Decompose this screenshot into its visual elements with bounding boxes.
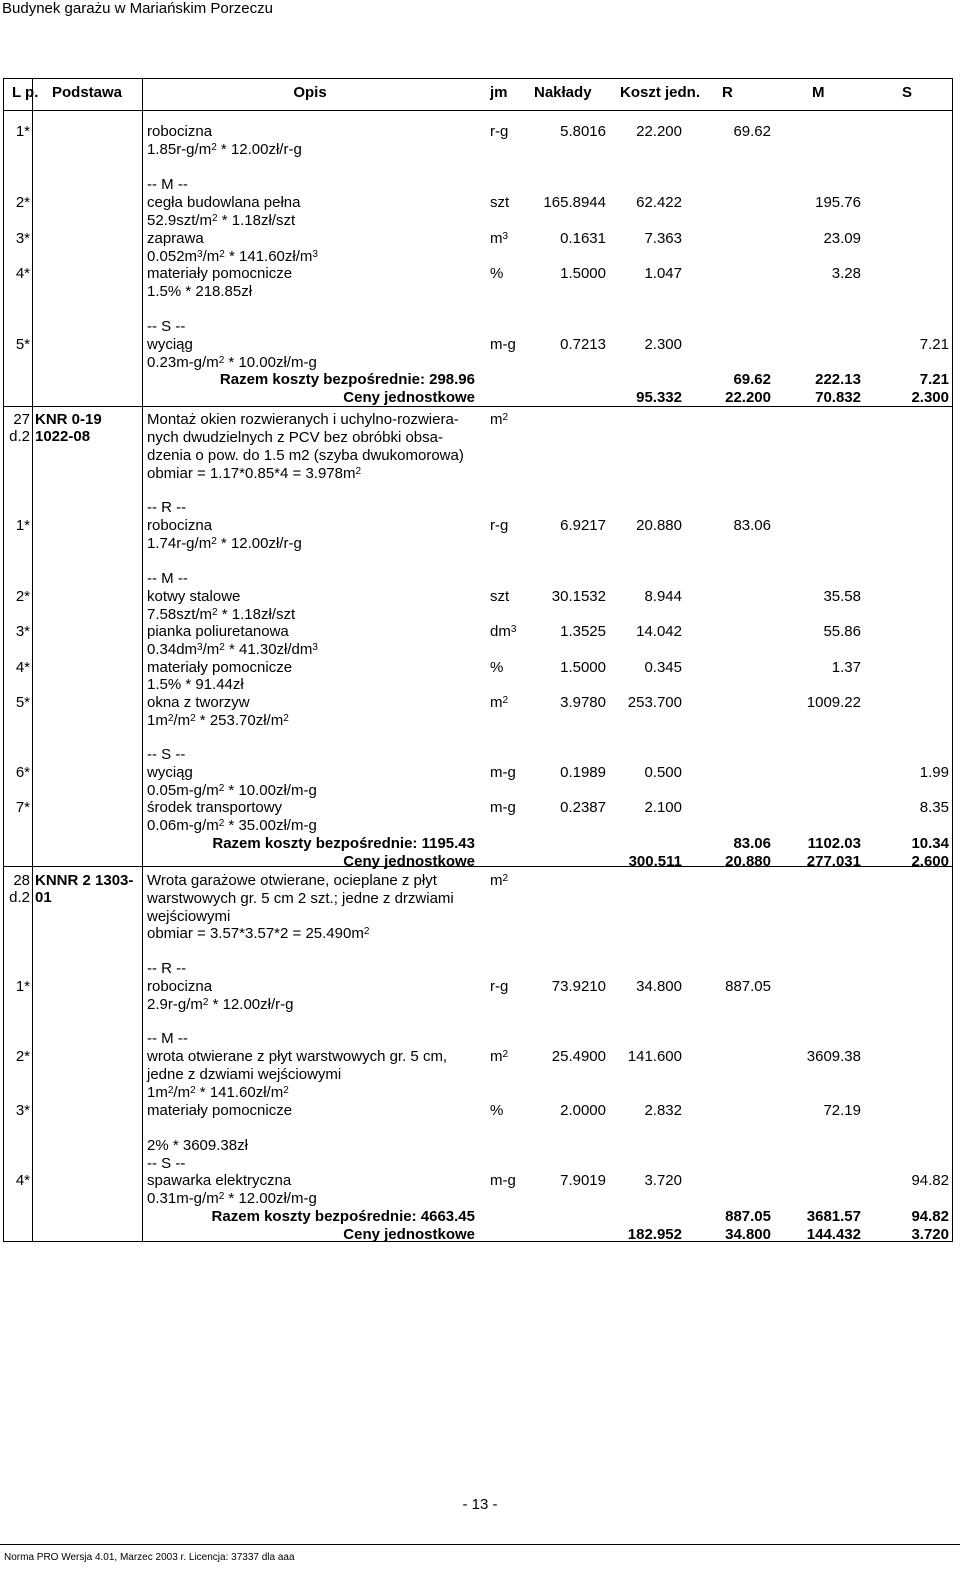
row-jm: szt	[490, 194, 510, 211]
table-header-naklady: Nakłady	[534, 84, 592, 101]
row-koszt-jedn: 2.832	[644, 1102, 682, 1119]
row-koszt-jedn: 0.345	[644, 659, 682, 676]
row-m: 55.86	[823, 623, 861, 640]
row-opis: Montaż okien rozwieranych i uchylno-rozwiera-	[147, 411, 459, 428]
row-m: 23.09	[823, 230, 861, 247]
row-naklady: 0.2387	[560, 799, 606, 816]
row-opis: 1.5% * 91.44zł	[147, 676, 244, 693]
row-r: 34.800	[725, 1226, 771, 1243]
row-koszt-jedn: 20.880	[636, 517, 682, 534]
row-s: 10.34	[911, 835, 949, 852]
row-lp: 7*	[15, 799, 30, 816]
summary-label: Ceny jednostkowe	[343, 1226, 475, 1243]
row-m: 1102.03	[807, 835, 861, 852]
row-opis: cegła budowlana pełna	[147, 194, 301, 211]
row-r: 22.200	[725, 389, 771, 406]
row-opis: nych dwudzielnych z PCV bez obróbki obsa-	[147, 429, 443, 446]
row-opis: obmiar = $1.17*0.85*4 = 3.978m^2$	[147, 465, 362, 482]
table-header-jm: jm	[490, 84, 508, 101]
row-r: 83.06	[733, 835, 771, 852]
row-s: 3.720	[911, 1226, 949, 1243]
row-opis: dzenia o pow. do 1.5 m2 (szyba dwukomorowa)	[147, 447, 464, 464]
row-naklady: 7.9019	[560, 1172, 606, 1189]
row-m: 1009.22	[806, 694, 861, 711]
row-opis: warstwowych gr. 5 cm 2 szt.; jedne z drzwiami	[147, 890, 454, 907]
row-opis: $0.23m-g/m^2$ * 10.00zł/m-g	[147, 354, 317, 371]
row-koszt-jedn: 141.600	[627, 1048, 682, 1065]
row-opis: $0.05m-g/m^2$ * 10.00zł/m-g	[147, 782, 317, 799]
row-lp: 4*	[15, 265, 30, 282]
row-podstawa: KNR 0-19 1022-08	[35, 411, 102, 445]
row-lp: 1*	[15, 517, 30, 534]
section-label: -- M --	[147, 176, 188, 193]
row-m: 144.432	[806, 1226, 861, 1243]
row-m: 3.28	[831, 265, 861, 282]
row-jm: m-g	[490, 1172, 516, 1189]
row-koszt-jedn: 8.944	[644, 588, 682, 605]
row-s: 94.82	[911, 1172, 949, 1189]
row-lp: 6*	[15, 764, 30, 781]
row-koszt-jedn: 7.363	[644, 230, 682, 247]
row-s: 8.35	[919, 799, 949, 816]
row-lp: 27 d.2	[9, 411, 30, 445]
row-opis: $0.06m-g/m^2$ * 35.00zł/m-g	[147, 817, 317, 834]
table-header-lp: L p.	[12, 84, 39, 101]
row-lp: 2*	[15, 194, 30, 211]
row-opis: $1.74r-g/m^2$ * 12.00zł/r-g	[147, 535, 302, 552]
row-opis: robocizna	[147, 978, 213, 995]
row-naklady: 1.3525	[560, 623, 606, 640]
table-header-opis: Opis	[293, 84, 327, 101]
row-m: 3681.57	[806, 1208, 861, 1225]
row-koszt-jedn: 2.100	[644, 799, 682, 816]
row-lp: 3*	[15, 623, 30, 640]
summary-label: Razem koszty bezpośrednie: 4663.45	[211, 1208, 475, 1225]
row-opis: robocizna	[147, 123, 213, 140]
table-col-divider	[142, 78, 143, 1242]
row-lp: 5*	[15, 694, 30, 711]
section-label: -- R --	[147, 499, 187, 516]
row-koszt-jedn: 1.047	[644, 265, 682, 282]
row-opis: 1.5% * 218.85zł	[147, 283, 253, 300]
row-jm: m-g	[490, 764, 516, 781]
row-s: 7.21	[919, 371, 949, 388]
row-jm: $m^3$	[490, 230, 509, 247]
table-col-divider	[32, 78, 33, 1242]
row-s: 94.82	[911, 1208, 949, 1225]
row-r: 69.62	[733, 123, 771, 140]
footer-license: Norma PRO Wersja 4.01, Marzec 2003 r. Licencja: 37337 dla aaa	[4, 1552, 295, 1563]
row-opis: $1m^2/m^2$ * $141.60zł/m^2$	[147, 1084, 289, 1101]
row-koszt-jedn: 182.952	[627, 1226, 682, 1243]
row-lp: 2*	[15, 588, 30, 605]
summary-label: Razem koszty bezpośrednie: 298.96	[219, 371, 475, 388]
row-lp: 1*	[15, 123, 30, 140]
row-koszt-jedn: 2.300	[644, 336, 682, 353]
row-r: 887.05	[725, 1208, 771, 1225]
row-jm: szt	[490, 588, 510, 605]
row-m: 35.58	[823, 588, 861, 605]
row-m: 70.832	[815, 389, 861, 406]
row-opis: wrota otwierane z płyt warstwowych gr. 5 cm,	[147, 1048, 448, 1065]
row-podstawa: KNNR 2 1303- 01	[35, 872, 134, 906]
row-m: 1.37	[831, 659, 861, 676]
row-opis: jedne z dzwiami wejściowymi	[147, 1066, 342, 1083]
header-title: Budynek garażu w Mariańskim Porzeczu	[2, 0, 273, 17]
section-label: -- S --	[147, 1155, 186, 1172]
row-naklady: 2.0000	[560, 1102, 606, 1119]
row-koszt-jedn: 3.720	[644, 1172, 682, 1189]
row-koszt-jedn: 34.800	[636, 978, 682, 995]
table-header-koszt: Koszt jedn.	[620, 84, 701, 101]
row-jm: $m^2$	[490, 411, 509, 428]
row-jm: r-g	[490, 123, 509, 140]
row-lp: 3*	[15, 1102, 30, 1119]
page-number: - 13 -	[462, 1496, 498, 1513]
row-opis: kotwy stalowe	[147, 588, 241, 605]
footer-divider	[0, 1544, 960, 1545]
row-jm: r-g	[490, 517, 509, 534]
section-label: -- M --	[147, 570, 188, 587]
row-opis: 2% * 3609.38zł	[147, 1137, 248, 1154]
row-r: 887.05	[725, 978, 771, 995]
row-naklady: 30.1532	[551, 588, 606, 605]
row-koszt-jedn: 0.500	[644, 764, 682, 781]
row-opis: środek transportowy	[147, 799, 283, 816]
row-opis: obmiar = $3.57*3.57*2 = 25.490m^2$	[147, 925, 370, 942]
row-jm: %	[490, 265, 504, 282]
section-label: -- M --	[147, 1030, 188, 1047]
row-r: 83.06	[733, 517, 771, 534]
row-koszt-jedn: 300.511	[628, 853, 682, 870]
row-m: 222.13	[815, 371, 861, 388]
row-naklady: 0.1631	[560, 230, 606, 247]
row-jm: %	[490, 1102, 504, 1119]
row-opis: $0.34dm^3/m^2$ * $41.30zł/dm^3$	[147, 641, 318, 658]
summary-label: Ceny jednostkowe	[343, 853, 475, 870]
row-opis: zaprawa	[147, 230, 204, 247]
row-opis: Wrota garażowe otwierane, ocieplane z płyt	[147, 872, 437, 889]
row-opis: $1.85r-g/m^2$ * 12.00zł/r-g	[147, 141, 302, 158]
row-naklady: 25.4900	[551, 1048, 606, 1065]
row-opis: spawarka elektryczna	[147, 1172, 292, 1189]
row-opis: wyciąg	[147, 764, 193, 781]
row-koszt-jedn: 14.042	[636, 623, 682, 640]
row-koszt-jedn: 62.422	[636, 194, 682, 211]
row-naklady: 0.1989	[560, 764, 606, 781]
row-koszt-jedn: 253.700	[627, 694, 682, 711]
row-m: 195.76	[815, 194, 861, 211]
row-opis: materiały pomocnicze	[147, 265, 293, 282]
row-lp: 1*	[15, 978, 30, 995]
row-lp: 28 d.2	[9, 872, 30, 906]
row-opis: wyciąg	[147, 336, 193, 353]
row-naklady: 6.9217	[560, 517, 606, 534]
row-opis: pianka poliuretanowa	[147, 623, 289, 640]
section-label: -- S --	[147, 746, 186, 763]
table-header-divider	[3, 110, 953, 111]
table-header-r: R	[722, 84, 733, 101]
section-label: -- S --	[147, 318, 186, 335]
row-naklady: 1.5000	[560, 659, 606, 676]
row-naklady: 165.8944	[543, 194, 606, 211]
row-koszt-jedn: 22.200	[636, 123, 682, 140]
table-header-s: S	[902, 84, 913, 101]
row-m: 72.19	[823, 1102, 861, 1119]
row-koszt-jedn: 95.332	[636, 389, 682, 406]
row-naklady: 1.5000	[560, 265, 606, 282]
row-opis: wejściowymi	[147, 908, 231, 925]
row-naklady: 3.9780	[560, 694, 606, 711]
summary-label: Ceny jednostkowe	[343, 389, 475, 406]
row-opis: $0.31m-g/m^2$ * 12.00zł/m-g	[147, 1190, 317, 1207]
row-jm: $m^2$	[490, 1048, 509, 1065]
row-s: 1.99	[919, 764, 949, 781]
row-opis: materiały pomocnicze	[147, 1102, 293, 1119]
row-jm: $dm^3$	[490, 623, 517, 640]
row-opis: $0.052m^3/m^2$ * $141.60zł/m^3$	[147, 248, 318, 265]
row-jm: $m^2$	[490, 872, 509, 889]
row-s: 2.300	[911, 389, 949, 406]
row-opis: $1m^2/m^2$ * $253.70zł/m^2$	[147, 712, 289, 729]
row-lp: 4*	[15, 1172, 30, 1189]
section-label: -- R --	[147, 960, 187, 977]
row-s: 7.21	[919, 336, 949, 353]
row-lp: 3*	[15, 230, 30, 247]
row-r: 69.62	[733, 371, 771, 388]
row-opis: okna z tworzyw	[147, 694, 250, 711]
table-header-m: M	[812, 84, 825, 101]
row-lp: 4*	[15, 659, 30, 676]
row-jm: $m^2$	[490, 694, 509, 711]
row-opis: $52.9szt/m^2$ * 1.18zł/szt	[147, 212, 296, 229]
row-naklady: 73.9210	[551, 978, 606, 995]
row-jm: m-g	[490, 336, 516, 353]
row-r: 20.880	[725, 853, 771, 870]
row-jm: m-g	[490, 799, 516, 816]
row-m: 3609.38	[806, 1048, 861, 1065]
row-lp: 5*	[15, 336, 30, 353]
row-naklady: 5.8016	[560, 123, 606, 140]
row-jm: %	[490, 659, 504, 676]
row-lp: 2*	[15, 1048, 30, 1065]
table-row-divider	[3, 406, 953, 407]
row-opis: materiały pomocnicze	[147, 659, 293, 676]
row-jm: r-g	[490, 978, 509, 995]
summary-label: Razem koszty bezpośrednie: 1195.43	[212, 835, 475, 852]
row-naklady: 0.7213	[560, 336, 606, 353]
row-m: 277.031	[806, 853, 861, 870]
row-opis: $7.58szt/m^2$ * 1.18zł/szt	[147, 606, 296, 623]
row-opis: robocizna	[147, 517, 213, 534]
table-header-podstawa: Podstawa	[52, 84, 123, 101]
row-s: 2.600	[911, 853, 949, 870]
row-opis: $2.9r-g/m^2$ * 12.00zł/r-g	[147, 996, 294, 1013]
